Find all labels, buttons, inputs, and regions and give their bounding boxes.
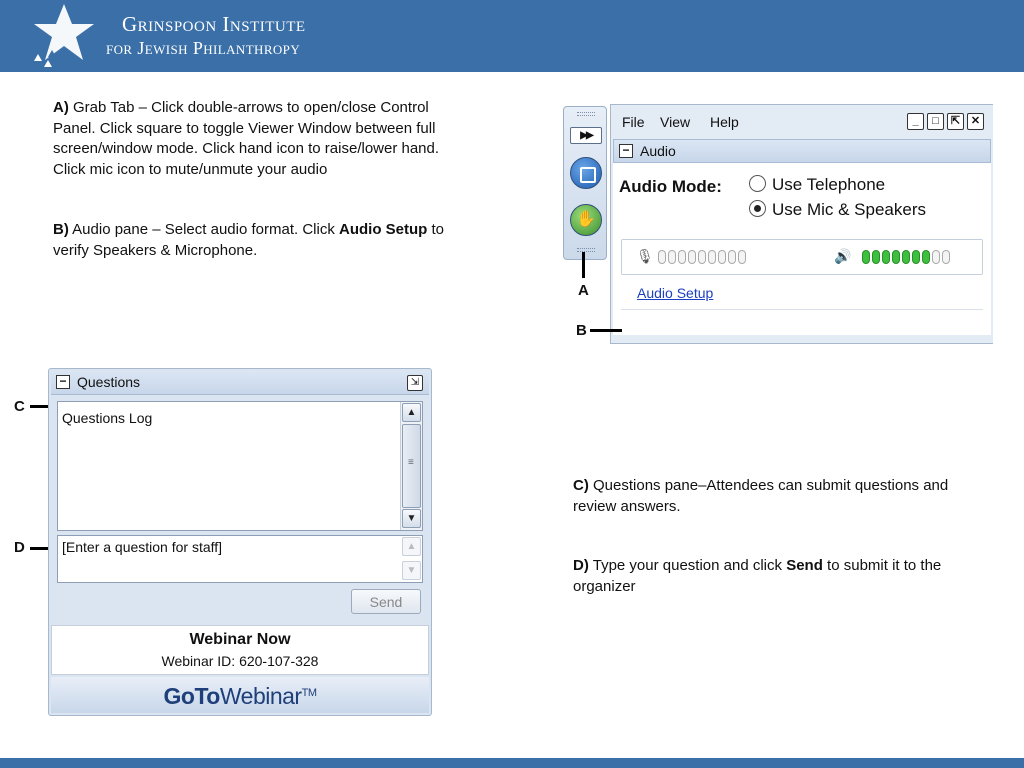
questions-collapse-button[interactable]: − (56, 375, 70, 389)
mic-level-dot (658, 250, 666, 264)
callout-d-letter: D (14, 539, 25, 556)
maximize-button[interactable]: □ (927, 113, 944, 130)
webinar-info (51, 625, 429, 675)
instruction-b (53, 220, 463, 261)
instruction-b-bold: Audio Setup (339, 221, 428, 238)
speaker-level-dot (922, 250, 930, 264)
menu-file[interactable]: File (622, 114, 645, 130)
grip-bottom-icon[interactable] (577, 248, 595, 252)
questions-panel (48, 368, 432, 716)
speaker-level-dot (892, 250, 900, 264)
questions-pane-header[interactable] (51, 371, 429, 395)
speaker-level-dot (932, 250, 940, 264)
audio-pane-title: Audio (640, 143, 676, 159)
header-bar (0, 0, 1024, 72)
question-input[interactable] (57, 535, 423, 583)
minimize-button[interactable]: _ (907, 113, 924, 130)
radio-telephone-icon[interactable] (749, 175, 766, 192)
control-panel (610, 104, 993, 344)
org-name-line2: for Jewish Philanthropy (106, 38, 301, 58)
instruction-d-bold: Send (786, 557, 823, 574)
speaker-level-dot (902, 250, 910, 264)
instruction-a-text: Grab Tab – Click double-arrows to open/close Control Panel. Click square to toggle Viewer Window between full screen/window mode. Click hand icon to raise/lower hand. Click mic icon to mute/unmute your audio (53, 99, 440, 178)
instruction-c-text: Questions pane–Attendees can submit questions and review answers. (573, 477, 949, 515)
instruction-a (53, 98, 463, 180)
send-button[interactable]: Send (351, 589, 421, 614)
questions-log[interactable] (57, 401, 423, 531)
mic-level-dot (688, 250, 696, 264)
instruction-a-letter: A) (53, 99, 69, 116)
gotowebinar-logo (51, 677, 429, 713)
popout-icon[interactable]: ⇲ (407, 375, 423, 391)
instruction-d-text1: Type your question and click (592, 557, 783, 574)
audio-pane-header[interactable] (613, 139, 991, 163)
brand-webinar: Webinar (219, 683, 302, 709)
popout-button[interactable]: ⇱ (947, 113, 964, 130)
org-name-line1: Grinspoon Institute (122, 12, 306, 36)
radio-mic-speakers-icon[interactable] (749, 200, 766, 217)
question-input-scrollbar[interactable] (401, 537, 421, 581)
grip-top-icon[interactable] (577, 112, 595, 116)
raise-hand-button[interactable]: ✋ (570, 204, 602, 236)
audio-pane-body (613, 163, 991, 335)
callout-b-line (590, 329, 622, 332)
mic-level-dot (708, 250, 716, 264)
brand-tm: TM (301, 687, 317, 699)
callout-c-letter: C (14, 398, 25, 415)
mic-level-dot (718, 250, 726, 264)
close-button[interactable]: ✕ (967, 113, 984, 130)
audio-separator (621, 309, 983, 310)
instruction-d (573, 556, 983, 597)
scroll-up-icon[interactable]: ▲ (402, 403, 421, 422)
brand-text (51, 683, 429, 710)
option-mic-speakers-label: Use Mic & Speakers (772, 200, 926, 219)
speaker-level-dots (862, 250, 950, 264)
instruction-b-text1: Audio pane – Select audio format. Click (72, 221, 335, 238)
option-mic-speakers[interactable] (749, 200, 926, 220)
speaker-level-dot (912, 250, 920, 264)
menu-bar (611, 105, 994, 137)
instruction-b-text2: to verify Speakers & Microphone. (53, 221, 445, 259)
callout-a-line (582, 252, 585, 278)
input-scroll-down-icon[interactable]: ▼ (402, 561, 421, 580)
audio-setup-link[interactable]: Audio Setup (637, 285, 714, 301)
mic-level-dots (658, 250, 746, 264)
grab-tab[interactable] (563, 106, 607, 260)
instruction-c-letter: C) (573, 477, 589, 494)
star-logo-icon (28, 2, 100, 72)
speaker-level-dot (942, 250, 950, 264)
callout-a-letter: A (578, 282, 589, 299)
mic-level-dot (728, 250, 736, 264)
speaker-level-dot (862, 250, 870, 264)
webinar-id: Webinar ID: 620-107-328 (161, 653, 319, 669)
audio-collapse-button[interactable]: − (619, 144, 633, 158)
instruction-d-letter: D) (573, 557, 589, 574)
brand-goto: GoTo (163, 683, 220, 709)
viewer-toggle-button[interactable] (570, 157, 602, 189)
microphone-icon[interactable]: 🎙 (636, 248, 654, 264)
questions-log-scrollbar[interactable] (400, 402, 422, 530)
mic-level-dot (698, 250, 706, 264)
scroll-down-icon[interactable]: ▼ (402, 509, 421, 528)
audio-level-meter (621, 239, 983, 275)
instruction-d-text2: to submit it to the organizer (573, 557, 942, 595)
questions-log-label: Questions Log (62, 410, 153, 426)
footer-bar (0, 758, 1024, 768)
scroll-thumb[interactable] (402, 424, 421, 508)
instruction-b-letter: B) (53, 221, 69, 238)
input-scroll-up-icon[interactable]: ▲ (402, 537, 421, 556)
webinar-title: Webinar Now (189, 631, 291, 648)
speaker-level-dot (872, 250, 880, 264)
menu-help[interactable]: Help (710, 114, 739, 130)
mic-level-dot (738, 250, 746, 264)
option-telephone[interactable] (749, 175, 885, 195)
questions-pane-title: Questions (77, 374, 141, 390)
mic-level-dot (668, 250, 676, 264)
double-arrow-button[interactable]: ▶▶ (570, 127, 602, 144)
menu-view[interactable]: View (660, 114, 691, 130)
speaker-level-dot (882, 250, 890, 264)
mic-level-dot (678, 250, 686, 264)
speaker-icon[interactable]: 🔊 (834, 248, 852, 264)
callout-b-letter: B (576, 322, 587, 339)
instruction-c (573, 476, 983, 517)
audio-mode-label: Audio Mode: (619, 177, 722, 196)
option-telephone-label: Use Telephone (772, 175, 886, 194)
